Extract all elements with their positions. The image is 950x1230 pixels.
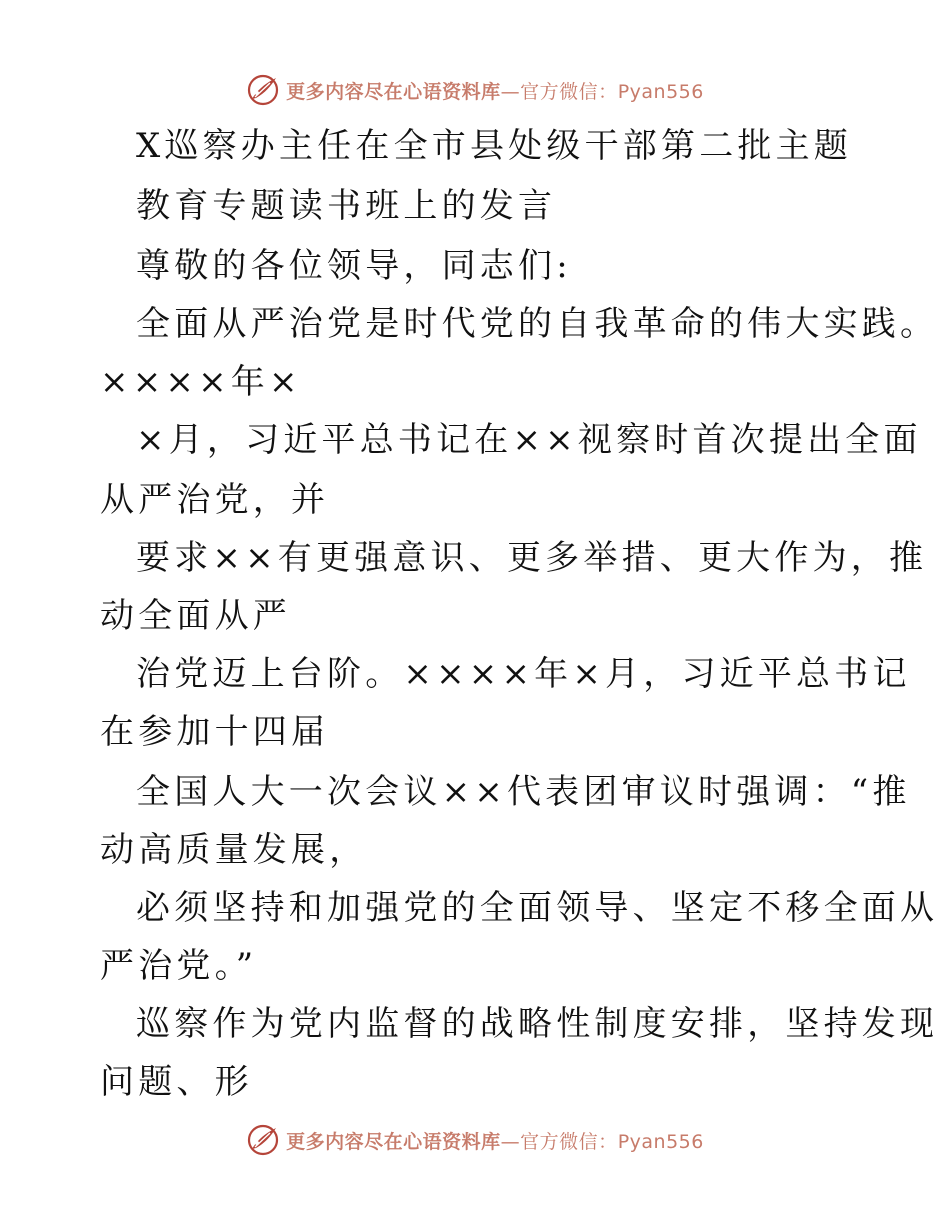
paragraph-line: 从严治党，并 <box>100 480 330 520</box>
watermark-wechat-label: 官方微信： <box>520 1130 618 1153</box>
watermark-wechat-id: Pyan556 <box>617 1130 704 1153</box>
paragraph-line: 问题、形 <box>100 1062 253 1102</box>
paragraph-line: 全国人大一次会议××代表团审议时强调：“推 <box>136 772 911 812</box>
paragraph-line: 严治党。” <box>100 946 258 986</box>
paragraph-line: 巡察作为党内监督的战略性制度安排，坚持发现 <box>136 1004 939 1044</box>
paragraph-line: 要求××有更强意识、更多举措、更大作为，推 <box>136 538 928 578</box>
watermark-text <box>286 1127 704 1154</box>
watermark-wechat-id: Pyan556 <box>617 80 704 103</box>
paragraph-line: 在参加十四届 <box>100 712 330 752</box>
paragraph-line: 全面从严治党是时代党的自我革命的伟大实践。 <box>136 304 939 344</box>
paragraph-line: ×月，习近平总书记在××视察时首次提出全面 <box>136 420 922 460</box>
title-line-1: X巡察办主任在全市县处级干部第二批主题 <box>136 126 853 166</box>
paragraph-line: 动高质量发展， <box>100 830 368 870</box>
watermark-main-text: 更多内容尽在心语资料库 <box>286 1130 501 1153</box>
quill-pen-logo-icon <box>246 1123 280 1157</box>
title-line-2: 教育专题读书班上的发言 <box>136 186 557 226</box>
watermark-main-text: 更多内容尽在心语资料库 <box>286 80 501 103</box>
watermark-separator: — <box>500 80 521 103</box>
watermark-wechat-label: 官方微信： <box>520 80 618 103</box>
watermark-separator: — <box>500 1130 521 1153</box>
paragraph-line: ××××年× <box>100 362 302 402</box>
salutation: 尊敬的各位领导，同志们: <box>136 246 572 286</box>
paragraph-line: 治党迈上台阶。××××年×月，习近平总书记 <box>136 654 911 694</box>
paragraph-line: 动全面从严 <box>100 596 291 636</box>
footer-watermark <box>0 1120 950 1160</box>
paragraph-line: 必须坚持和加强党的全面领导、坚定不移全面从 <box>136 888 939 928</box>
